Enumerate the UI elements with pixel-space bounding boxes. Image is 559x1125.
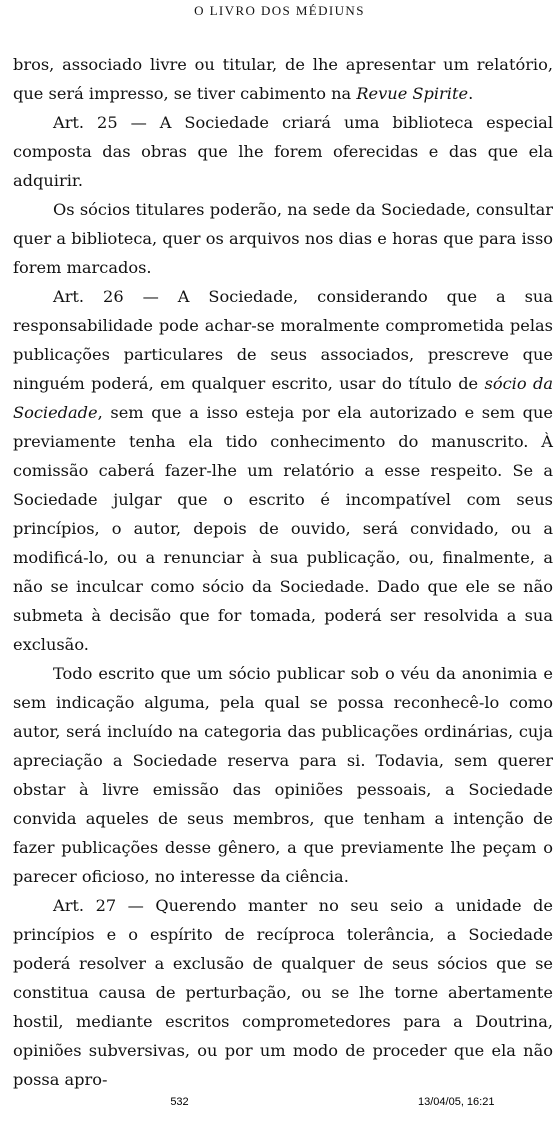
paragraph-text-end: . — [468, 84, 474, 103]
paragraph-article-26 — [13, 282, 553, 659]
paragraph-article-25: Art. 25 — A Sociedade criará uma biblioteca especial composta das obras que lhe forem oferecidas e das que ela adquirir. — [13, 113, 553, 190]
journal-title: Revue Spirite — [356, 84, 469, 103]
paragraph-text-end: , sem que a isso esteja por ela autorizado e sem que previamente tenha ela tido conhecimento do manuscrito. À comissão caberá fazer-lhe um relatório a esse respeito. Se a Sociedade julgar que o escrito é incompatível com seus princípios, o autor, depois de ouvido, será convidado, ou a modificá-lo, ou a renunciar à sua publicação, ou, finalmente, a não se inculcar como sócio da Sociedade. Dado que ele se não submeta à decisão que for tomada, poderá ser resolvida a sua exclusão. — [13, 403, 553, 654]
paragraph-continuation — [13, 50, 553, 108]
paragraph-text: Art. 26 — A Sociedade, considerando que a sua responsabilidade pode achar-se moralmente comprometida pelas publicações particulares de seus associados, prescreve que ninguém poderá, em qualquer escrito, usar do título de — [13, 287, 553, 393]
running-header: O LIVRO DOS MÉDIUNS — [194, 3, 365, 18]
italic-title: sócio da Sociedade — [13, 374, 554, 422]
paragraph-text: bros, associado livre ou titular, de lhe apresentar um relatório, que será impresso, se tiver cabimento na — [13, 55, 553, 103]
page-number: 532 — [170, 1096, 189, 1108]
paragraph-library-access: Os sócios titulares poderão, na sede da Sociedade, consultar quer a biblioteca, quer os arquivos nos dias e horas que para isso forem marcados. — [13, 200, 553, 277]
paragraph-anonymous-writings: Todo escrito que um sócio publicar sob o véu da anonimia e sem indicação alguma, pela qual se possa reconhecê-lo como autor, será incluído na categoria das publicações ordinárias, cuja apreciação a Sociedade reserva para si. Todavia, sem querer obstar à livre emissão das opiniões pessoais, a Sociedade convida aqueles de seus membros, que tenham a intenção de fazer publicações desse gênero, a que previamente lhe peçam o parecer oficioso, no interesse da ciência. — [13, 664, 553, 886]
page-body — [13, 50, 553, 1094]
print-timestamp: 13/04/05, 16:21 — [418, 1096, 495, 1108]
paragraph-article-27: Art. 27 — Querendo manter no seu seio a unidade de princípios e o espírito de recíproca tolerância, a Sociedade poderá resolver a exclusão de qualquer de seus sócios que se constitua causa de perturbação, ou se lhe torne abertamente hostil, mediante escritos comprometedores para a Doutrina, opiniões subversivas, ou por um modo de proceder que ela não possa apro- — [13, 896, 553, 1089]
